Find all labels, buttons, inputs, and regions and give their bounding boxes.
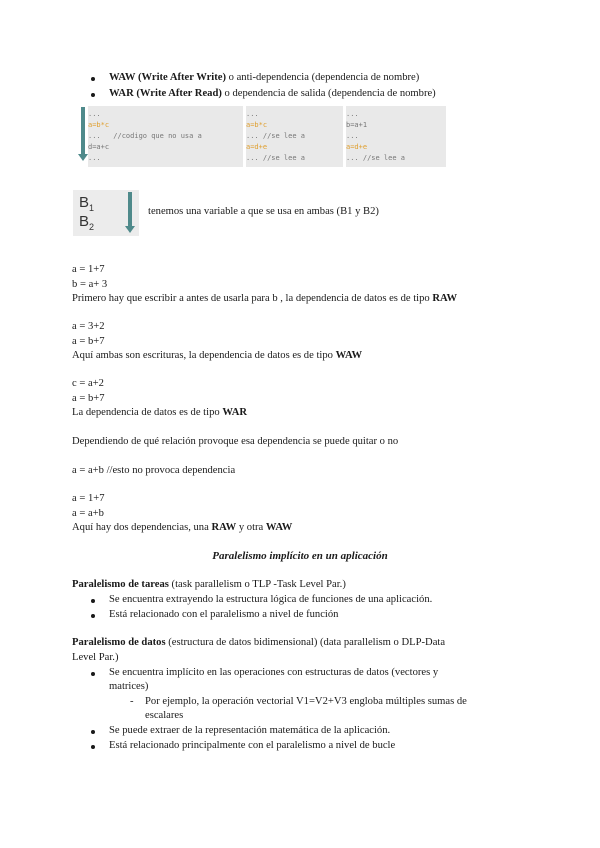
ex1-line3: Primero hay que escribir a antes de usarla para b , la dependencia de datos es de tipo RAW: [72, 293, 458, 304]
sub-dash: -: [130, 696, 134, 707]
ex2-line3: Aquí ambas son escrituras, la dependencia de datos es de tipo WAW: [72, 350, 363, 361]
ex4-line1: a = 1+7: [72, 493, 105, 504]
b-caption: tenemos una variable a que se usa en ambas (B1 y B2): [148, 206, 379, 217]
bullet-dot: [91, 745, 95, 749]
ex4-line3: Aquí hay dos dependencias, una RAW y otra WAW: [72, 522, 293, 533]
bullet-dot: [91, 93, 95, 97]
bullet-dot: [91, 599, 95, 603]
b-blocks-figure: [73, 190, 139, 236]
code-box-2: ... a=b*c ... //se lee a a=d+e ... //se lee a: [246, 106, 343, 167]
ex3-line3: La dependencia de datos es de tipo WAR: [72, 407, 248, 418]
datos-title-cont: Level Par.): [72, 652, 119, 663]
waw-bullet: WAW (Write After Write) o anti-dependencia (dependencia de nombre): [109, 72, 420, 83]
ex2-line2: a = b+7: [72, 336, 105, 347]
ex1-line1: a = 1+7: [72, 264, 105, 275]
section-title: Paralelismo implícito en un aplicación: [212, 550, 388, 562]
bullet-dot: [91, 730, 95, 734]
ex3-line2: a = b+7: [72, 393, 105, 404]
datos-title: Paralelismo de datos (estructura de datos bidimensional) (data parallelism o DLP-Data: [72, 637, 446, 648]
ex4-line2: a = a+b: [72, 508, 104, 519]
arrow-down-icon: [128, 192, 132, 227]
arrowhead-icon: [125, 226, 135, 233]
code-box-1: ... a=b*c ... //codigo que no usa a d=a+c ...: [88, 106, 243, 167]
datos-bullet-3: Está relacionado principalmente con el paralelismo a nivel de bucle: [109, 740, 396, 751]
datos-sub-bullet: Por ejemplo, la operación vectorial V1=V2+V3 engloba múltiples sumas de: [145, 696, 467, 707]
ex1-line2: b = a+ 3: [72, 279, 108, 290]
tareas-bullet-2: Está relacionado con el paralelismo a nivel de función: [109, 609, 339, 620]
tareas-title: Paralelismo de tareas (task parallelism o TLP -Task Level Par.): [72, 579, 346, 590]
war-bullet: WAR (Write After Read) o dependencia de salida (dependencia de nombre): [109, 88, 436, 99]
bullet-dot: [91, 77, 95, 81]
bullet-dot: [91, 614, 95, 618]
b1-label: $B_1$: [79, 194, 95, 213]
b2-label: $B_2$: [79, 213, 95, 232]
datos-bullet-1: Se encuentra implícito en las operaciones con estructuras de datos (vectores y: [109, 667, 439, 678]
bullet-dot: [91, 672, 95, 676]
code-box-3: ... b=a+1 ... a=d+e ... //se lee a: [346, 106, 446, 167]
dependency-note: Dependiendo de qué relación provoque esa dependencia se puede quitar o no: [72, 436, 399, 447]
no-dependency-line: a = a+b //esto no provoca dependencia: [72, 465, 236, 476]
datos-bullet-1-cont: matrices): [109, 681, 149, 692]
ex2-line1: a = 3+2: [72, 321, 105, 332]
arrow-down-icon: [81, 107, 85, 155]
datos-bullet-2: Se puede extraer de la representación matemática de la aplicación.: [109, 725, 391, 736]
ex3-line1: c = a+2: [72, 378, 104, 389]
arrowhead-icon: [78, 154, 88, 161]
datos-sub-bullet-cont: escalares: [145, 710, 184, 721]
tareas-bullet-1: Se encuentra extrayendo la estructura lógica de funciones de una aplicación.: [109, 594, 433, 605]
